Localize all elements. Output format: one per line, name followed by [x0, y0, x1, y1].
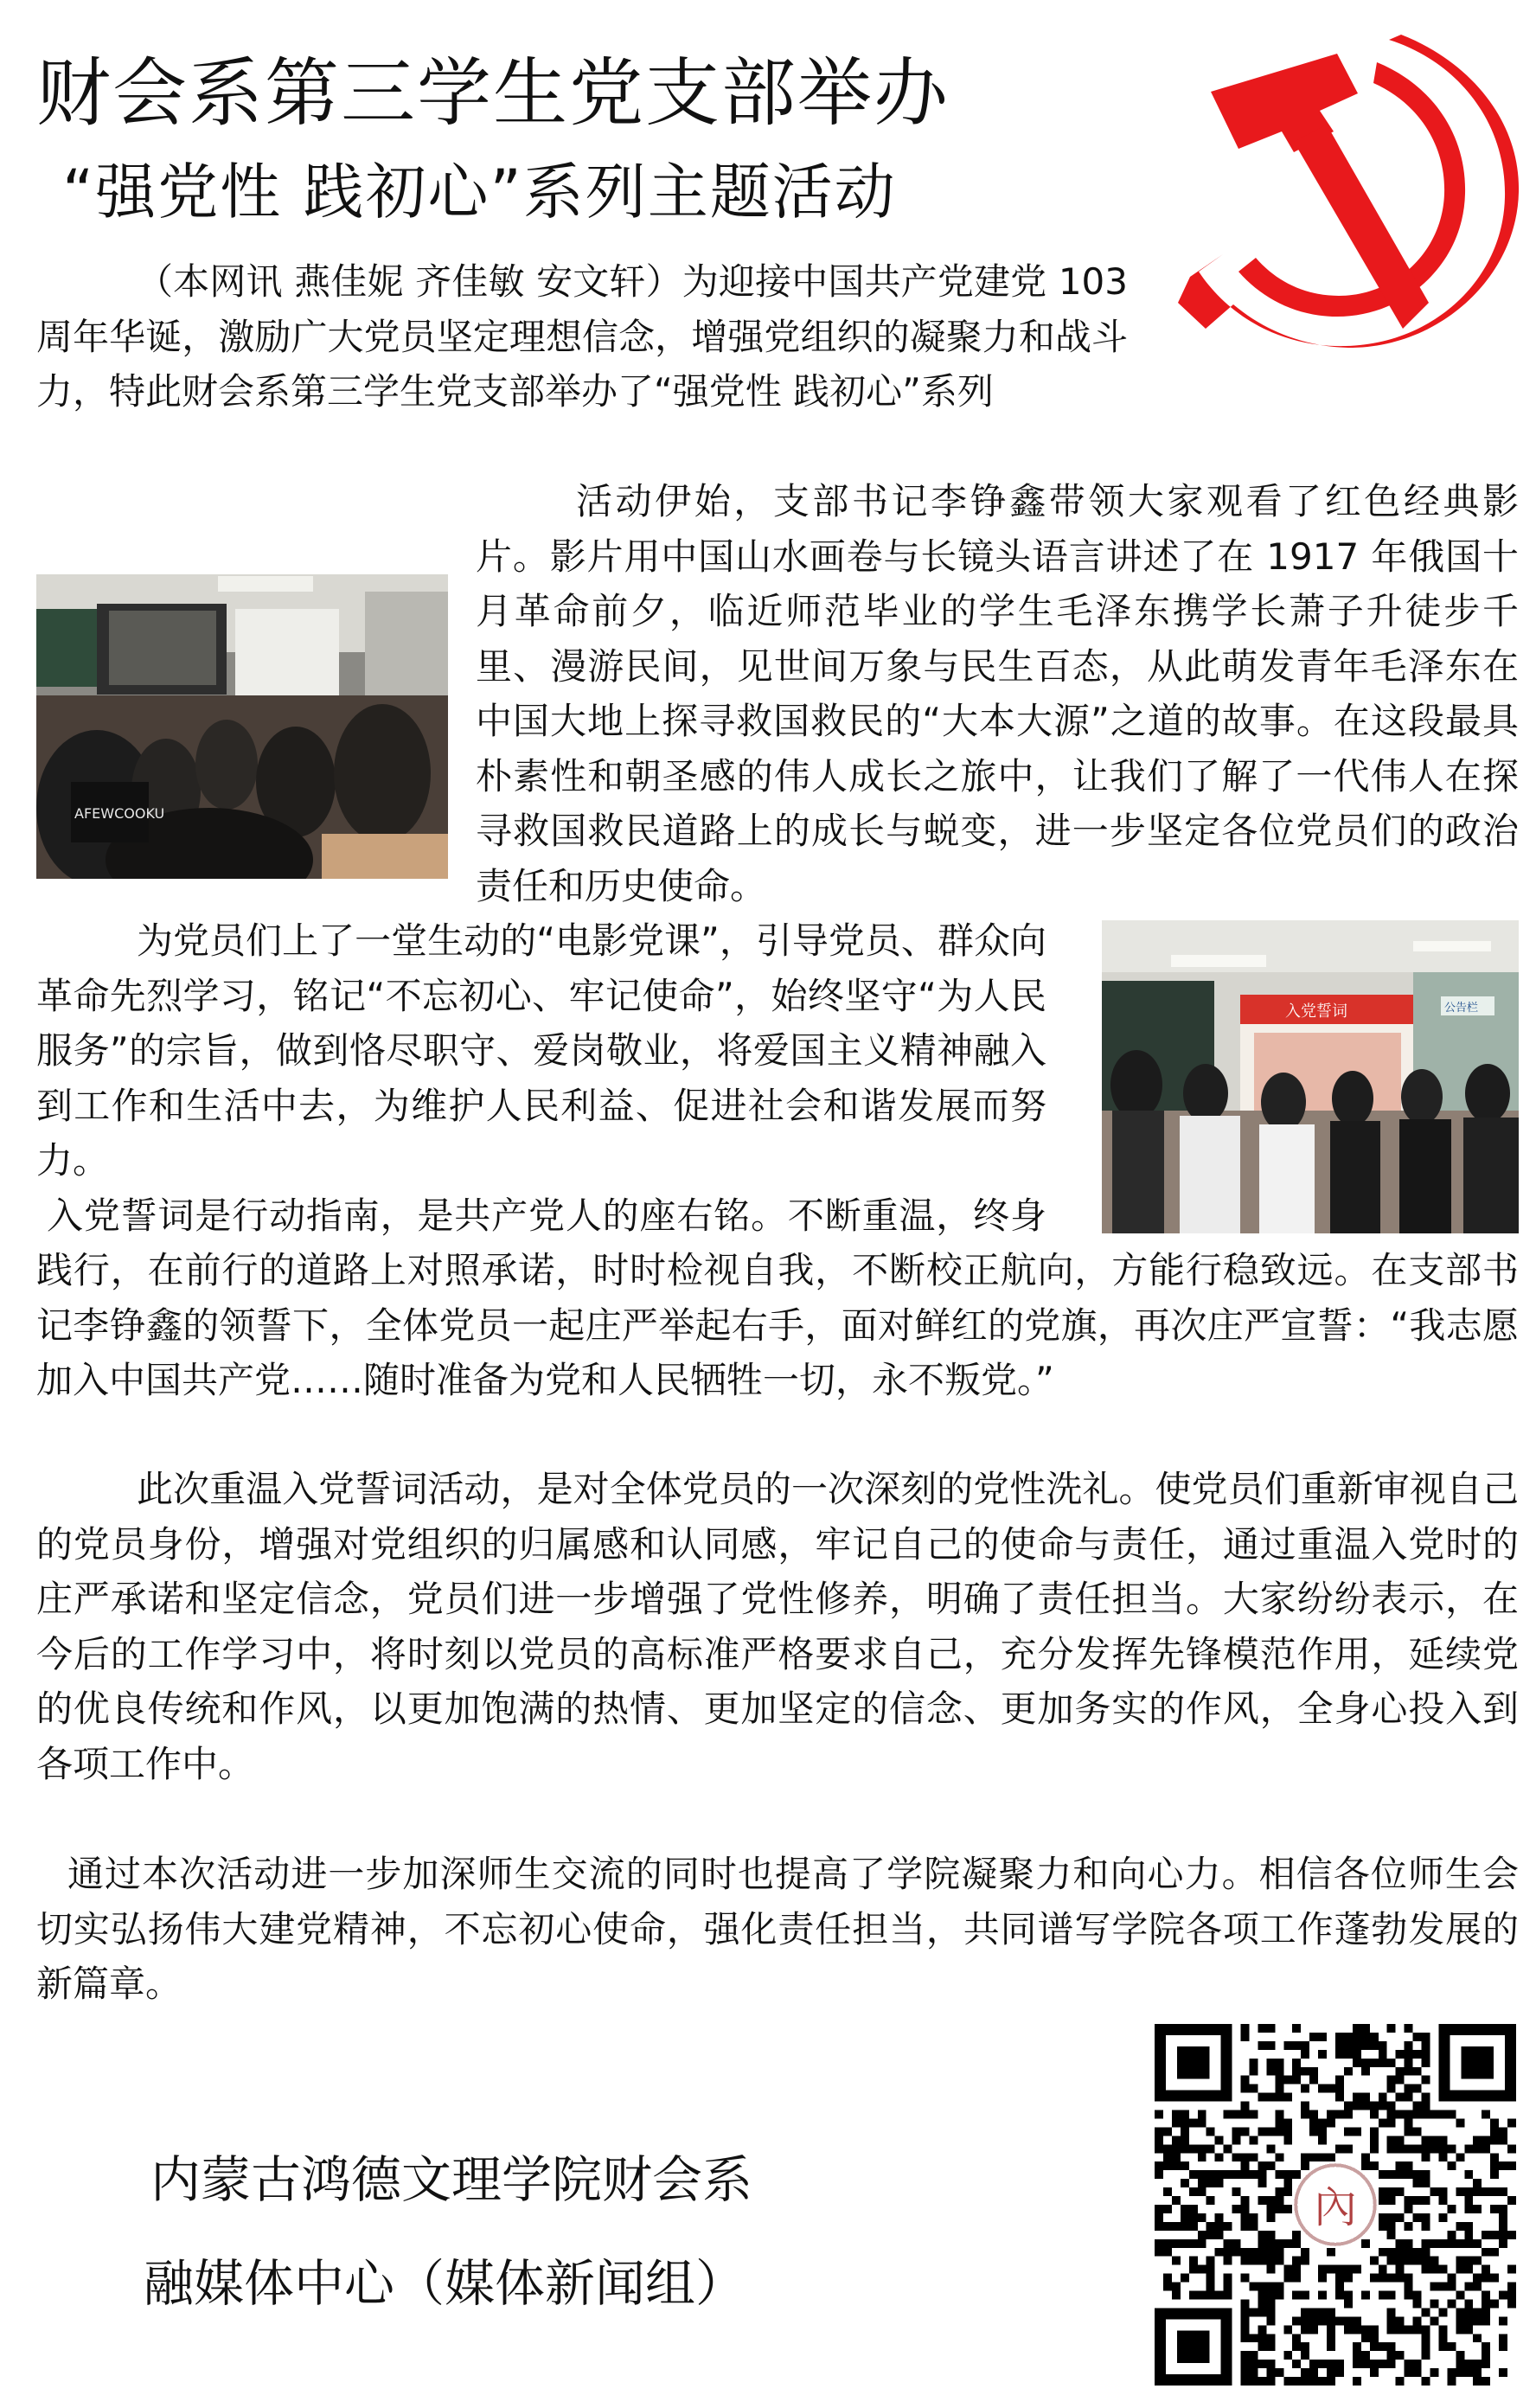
article-paragraph-1: （本网讯 燕佳妮 齐佳敏 安文轩）为迎接中国共产党建党 103 周年华诞，激励广大党员坚定理想信念，增强党组织的凝聚力和战斗力，特此财会系第三学生党支部举办了“强党性 践初心”系列	[36, 260, 1128, 413]
page-subtitle: “强党性 践初心”系列主题活动	[62, 157, 897, 227]
photo-board-text: 公告栏	[1444, 1002, 1479, 1015]
footer-college: 内蒙古鸿德文理学院财会系	[150, 2150, 753, 2209]
photo-oath-ceremony	[1102, 920, 1519, 1233]
page-title: 财会系第三学生党支部举办	[36, 50, 950, 137]
footer-media-center: 融媒体中心（媒体新闻组）	[144, 2254, 746, 2313]
photo-shirt-text: AFEWCOOKU	[74, 805, 165, 822]
qr-seal-text: 內	[1314, 2181, 1357, 2232]
photo-screen-title: 入党誓词	[1285, 1002, 1347, 1021]
party-emblem-icon	[1173, 28, 1522, 360]
article-paragraph-5: 此次重温入党誓词活动，是对全体党员的一次深刻的党性洗礼。使党员们重新审视自己的党员身份，增强对党组织的归属感和认同感，牢记自己的使命与责任，通过重温入党时的庄严承诺和坚定信念，党员们进一步增强了党性修养，明确了责任担当。大家纷纷表示，在今后的工作学习中，将时刻以党员的高标准严格要求自己，充分发挥先锋模范作用，延续党的优良传统和作风，以更加饱满的热情、更加坚定的信念、更加务实的作风，全身心投入到各项工作中。	[36, 1468, 1519, 1785]
article-paragraph-3: 为党员们上了一堂生动的“电影党课”，引导党员、群众向革命先烈学习，铭记“不忘初心、牢记使命”，始终坚守“为人民服务”的宗旨，做到恪尽职守、爱岗敬业，将爱国主义精神融入到工作和生活中去，为维护人民利益、促进社会和谐发展而努力。	[36, 919, 1046, 1182]
article-paragraph-2: 活动伊始，支部书记李铮鑫带领大家观看了红色经典影片。影片用中国山水画卷与长镜头语言讲述了在 1917 年俄国十月革命前夕，临近师范毕业的学生毛泽东携学长萧子升徒步千里、漫游民间，见世间万象与民生百态，从此萌发青年毛泽东在中国大地上探寻救国救民的“大本大源”之道的故事。在这段最具朴素性和朝圣感的伟人成长之旅中，让我们了解了一代伟人在探寻救国救民道路上的成长与蜕变，进一步坚定各位党员们的政治责任和历史使命。	[476, 480, 1519, 907]
article-paragraph-4: 入党誓词是行动指南，是共产党人的座右铭。不断重温，终身践行，在前行的道路上对照承诺，时时检视自我，不断校正航向，方能行稳致远。在支部书记李铮鑫的领誓下，全体党员一起庄严举起右手，面对鲜红的党旗，再次庄严宣誓：“我志愿加入中国共产党……随时准备为党和人民牺牲一切，永不叛党。”	[36, 1194, 1519, 1401]
photo-movie-screening	[36, 574, 448, 879]
article-paragraph-6: 通过本次活动进一步加深师生交流的同时也提高了学院凝聚力和向心力。相信各位师生会切实弘扬伟大建党精神，不忘初心使命，强化责任担当，共同谱写学院各项工作蓬勃发展的新篇章。	[36, 1853, 1519, 2005]
qr-code-icon[interactable]	[1154, 2024, 1517, 2386]
